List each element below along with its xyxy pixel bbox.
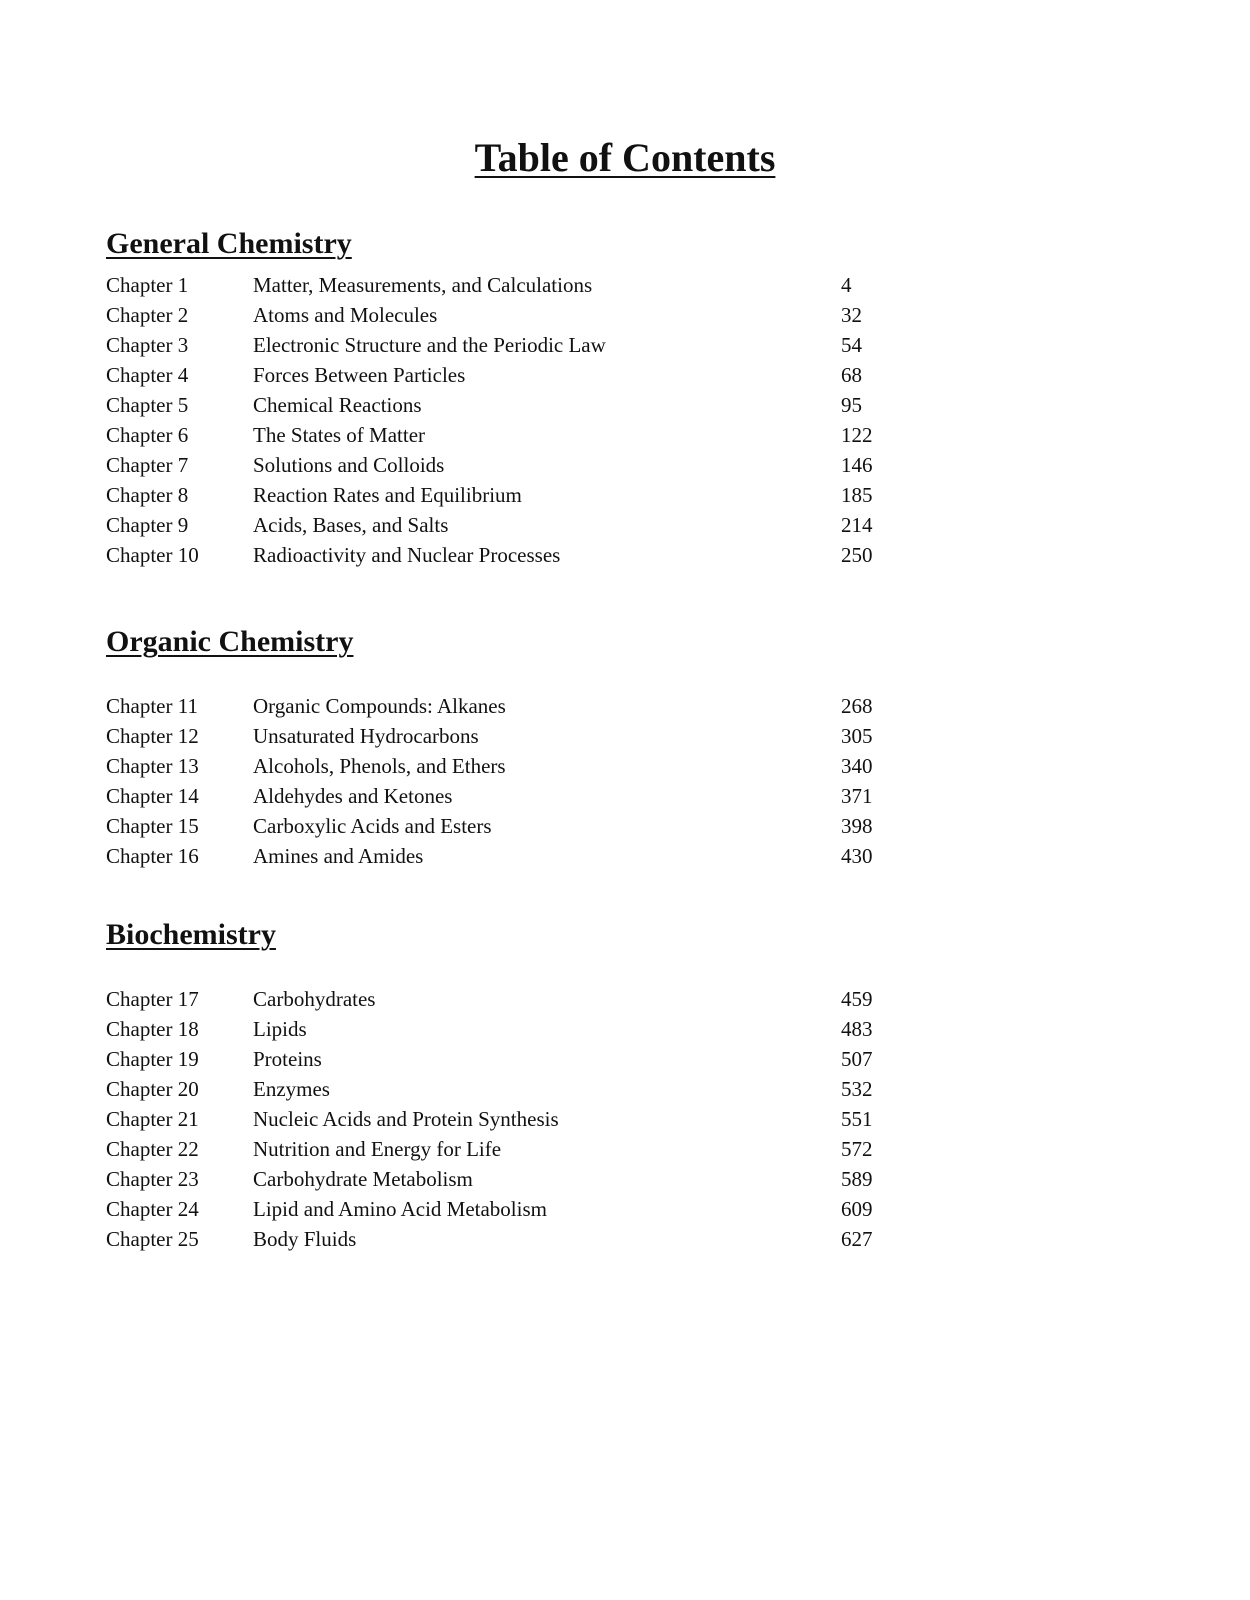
chapter-label: Chapter 5 [106,393,189,417]
chapter-label: Chapter 25 [106,1227,199,1251]
chapter-label: Chapter 10 [106,543,199,567]
chapter-title: Nutrition and Energy for Life [253,1137,502,1161]
toc-row-chapter-18 [106,1014,886,1044]
chapter-label: Chapter 11 [106,694,198,718]
chapter-title: Matter, Measurements, and Calculations [253,273,593,297]
toc-row-chapter-19 [106,1044,886,1074]
chapter-label: Chapter 14 [106,784,199,808]
toc-row-chapter-17 [106,984,886,1014]
section-heading-biochemistry: Biochemistry [106,918,276,951]
chapter-title: Forces Between Particles [253,363,466,387]
toc-row-chapter-5 [106,390,886,420]
toc-row-chapter-25 [106,1224,886,1254]
chapter-page-number: 551 [841,1107,873,1131]
chapter-title: The States of Matter [253,423,426,447]
toc-row-chapter-20 [106,1074,886,1104]
chapter-title: Organic Compounds: Alkanes [253,694,506,718]
chapter-label: Chapter 3 [106,333,189,357]
chapter-label: Chapter 22 [106,1137,199,1161]
chapter-title: Reaction Rates and Equilibrium [253,483,522,507]
chapter-title: Atoms and Molecules [253,303,438,327]
toc-row-chapter-2 [106,300,886,330]
page-title: Table of Contents [474,135,776,180]
chapter-page-number: 507 [841,1047,873,1071]
chapter-page-number: 95 [841,393,862,417]
toc-row-chapter-9 [106,510,886,540]
chapter-label: Chapter 19 [106,1047,199,1071]
toc-row-chapter-24 [106,1194,886,1224]
chapter-label: Chapter 20 [106,1077,199,1101]
toc-row-chapter-22 [106,1134,886,1164]
chapter-title: Lipid and Amino Acid Metabolism [253,1197,547,1221]
chapter-label: Chapter 16 [106,844,199,868]
toc-row-chapter-10 [106,540,886,570]
chapter-title: Electronic Structure and the Periodic Law [253,333,606,357]
section-heading-organic-chemistry: Organic Chemistry [106,625,354,658]
chapter-page-number: 185 [841,483,873,507]
toc-row-chapter-11 [106,691,886,721]
chapter-label: Chapter 7 [106,453,189,477]
chapter-title: Lipids [253,1017,307,1041]
chapter-title: Body Fluids [253,1227,357,1251]
chapter-label: Chapter 18 [106,1017,199,1041]
chapter-title: Enzymes [253,1077,330,1101]
chapter-page-number: 459 [841,987,873,1011]
chapter-page-number: 532 [841,1077,873,1101]
chapter-page-number: 589 [841,1167,873,1191]
chapter-page-number: 305 [841,724,873,748]
chapter-title: Aldehydes and Ketones [253,784,453,808]
chapter-title: Proteins [253,1047,322,1071]
chapter-label: Chapter 2 [106,303,189,327]
chapter-label: Chapter 23 [106,1167,199,1191]
chapter-label: Chapter 1 [106,273,189,297]
chapter-title: Nucleic Acids and Protein Synthesis [253,1107,559,1131]
chapter-title: Amines and Amides [253,844,424,868]
toc-row-chapter-4 [106,360,886,390]
chapter-title: Carbohydrate Metabolism [253,1167,473,1191]
toc-list-general-chemistry [106,270,886,570]
chapter-page-number: 4 [841,273,852,297]
chapter-page-number: 250 [841,543,873,567]
chapter-page-number: 68 [841,363,862,387]
chapter-title: Unsaturated Hydrocarbons [253,724,479,748]
toc-row-chapter-12 [106,721,886,751]
chapter-title: Radioactivity and Nuclear Processes [253,543,561,567]
chapter-page-number: 340 [841,754,873,778]
chapter-label: Chapter 21 [106,1107,199,1131]
chapter-page-number: 32 [841,303,862,327]
chapter-title: Chemical Reactions [253,393,422,417]
toc-row-chapter-8 [106,480,886,510]
chapter-page-number: 483 [841,1017,873,1041]
toc-row-chapter-3 [106,330,886,360]
chapter-page-number: 268 [841,694,873,718]
chapter-label: Chapter 6 [106,423,189,447]
toc-row-chapter-7 [106,450,886,480]
chapter-label: Chapter 13 [106,754,199,778]
chapter-title: Acids, Bases, and Salts [253,513,449,537]
chapter-label: Chapter 15 [106,814,199,838]
chapter-label: Chapter 24 [106,1197,199,1221]
toc-row-chapter-14 [106,781,886,811]
chapter-page-number: 627 [841,1227,873,1251]
chapter-page-number: 430 [841,844,873,868]
toc-row-chapter-1 [106,270,886,300]
chapter-title: Alcohols, Phenols, and Ethers [253,754,506,778]
chapter-page-number: 609 [841,1197,873,1221]
toc-row-chapter-21 [106,1104,886,1134]
chapter-title: Carboxylic Acids and Esters [253,814,492,838]
chapter-page-number: 572 [841,1137,873,1161]
chapter-label: Chapter 17 [106,987,199,1011]
toc-row-chapter-15 [106,811,886,841]
chapter-label: Chapter 12 [106,724,199,748]
chapter-page-number: 146 [841,453,873,477]
chapter-page-number: 214 [841,513,873,537]
chapter-page-number: 54 [841,333,862,357]
chapter-title: Solutions and Colloids [253,453,445,477]
chapter-label: Chapter 8 [106,483,189,507]
toc-row-chapter-16 [106,841,886,871]
chapter-label: Chapter 9 [106,513,189,537]
chapter-page-number: 398 [841,814,873,838]
toc-row-chapter-6 [106,420,886,450]
chapter-title: Carbohydrates [253,987,376,1011]
toc-row-chapter-13 [106,751,886,781]
chapter-page-number: 371 [841,784,873,808]
chapter-page-number: 122 [841,423,873,447]
chapter-label: Chapter 4 [106,363,189,387]
toc-list-biochemistry [106,984,886,1254]
section-heading-general-chemistry: General Chemistry [106,227,352,260]
toc-row-chapter-23 [106,1164,886,1194]
toc-list-organic-chemistry [106,691,886,871]
